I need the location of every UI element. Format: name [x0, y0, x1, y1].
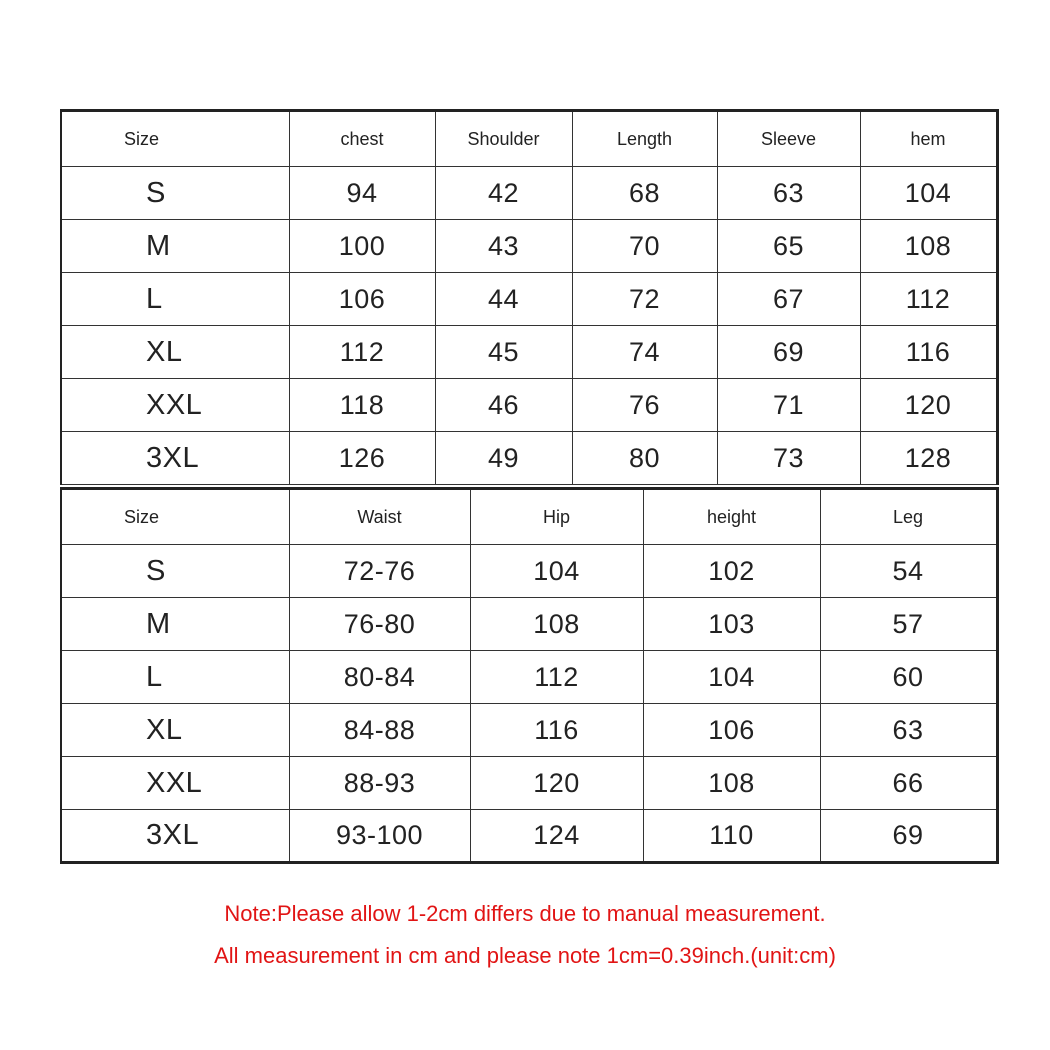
hip-value: 104 — [470, 545, 643, 598]
table-row — [61, 220, 997, 273]
shoulder-value: 49 — [435, 432, 572, 485]
sleeve-value: 69 — [717, 326, 860, 379]
chest-value: 126 — [289, 432, 435, 485]
sleeve-value: 73 — [717, 432, 860, 485]
shoulder-value: 44 — [435, 273, 572, 326]
table-row — [61, 379, 997, 432]
shoulder-value: 43 — [435, 220, 572, 273]
size-label: M — [61, 220, 289, 273]
chest-value: 100 — [289, 220, 435, 273]
height-value: 104 — [643, 651, 820, 704]
waist-value: 93-100 — [289, 810, 470, 863]
header-hem: hem — [860, 111, 997, 167]
hem-value: 120 — [860, 379, 997, 432]
hip-value: 120 — [470, 757, 643, 810]
size-label: L — [61, 651, 289, 704]
chest-value: 118 — [289, 379, 435, 432]
leg-value: 63 — [820, 704, 997, 757]
measurement-note: Note:Please allow 1-2cm differs due to manual measurement. — [224, 901, 826, 926]
waist-value: 84-88 — [289, 704, 470, 757]
sleeve-value: 67 — [717, 273, 860, 326]
table-row — [61, 704, 997, 757]
size-label: XXL — [61, 379, 289, 432]
height-value: 108 — [643, 757, 820, 810]
size-label: S — [61, 167, 289, 220]
chest-value: 106 — [289, 273, 435, 326]
length-value: 76 — [572, 379, 717, 432]
table-row — [61, 326, 997, 379]
height-value: 106 — [643, 704, 820, 757]
table-row — [61, 651, 997, 704]
waist-value: 72-76 — [289, 545, 470, 598]
size-label: M — [61, 598, 289, 651]
table-row — [61, 545, 997, 598]
size-label: L — [61, 273, 289, 326]
size-label: 3XL — [61, 432, 289, 485]
header-size: Size — [61, 489, 289, 545]
header-height: height — [643, 489, 820, 545]
length-value: 68 — [572, 167, 717, 220]
header-shoulder: Shoulder — [435, 111, 572, 167]
header-chest: chest — [289, 111, 435, 167]
length-value: 70 — [572, 220, 717, 273]
size-label: XL — [61, 326, 289, 379]
leg-value: 60 — [820, 651, 997, 704]
shoulder-value: 45 — [435, 326, 572, 379]
table-row — [61, 432, 997, 485]
size-label: XL — [61, 704, 289, 757]
length-value: 74 — [572, 326, 717, 379]
hem-value: 108 — [860, 220, 997, 273]
hip-value: 116 — [470, 704, 643, 757]
waist-value: 76-80 — [289, 598, 470, 651]
table-row — [61, 598, 997, 651]
leg-value: 66 — [820, 757, 997, 810]
height-value: 102 — [643, 545, 820, 598]
chest-value: 112 — [289, 326, 435, 379]
header-hip: Hip — [470, 489, 643, 545]
leg-value: 57 — [820, 598, 997, 651]
size-label: XXL — [61, 757, 289, 810]
hip-value: 108 — [470, 598, 643, 651]
leg-value: 54 — [820, 545, 997, 598]
header-sleeve: Sleeve — [717, 111, 860, 167]
waist-value: 80-84 — [289, 651, 470, 704]
height-value: 110 — [643, 810, 820, 863]
leg-value: 69 — [820, 810, 997, 863]
sleeve-value: 63 — [717, 167, 860, 220]
shoulder-value: 42 — [435, 167, 572, 220]
sleeve-value: 71 — [717, 379, 860, 432]
header-waist: Waist — [289, 489, 470, 545]
size-label: S — [61, 545, 289, 598]
header-leg: Leg — [820, 489, 997, 545]
top-header-row — [61, 111, 997, 167]
table-row — [61, 757, 997, 810]
hem-value: 128 — [860, 432, 997, 485]
bottom-header-row — [61, 489, 997, 545]
table-row — [61, 167, 997, 220]
length-value: 80 — [572, 432, 717, 485]
hem-value: 104 — [860, 167, 997, 220]
top-size-table — [60, 109, 999, 485]
length-value: 72 — [572, 273, 717, 326]
hem-value: 112 — [860, 273, 997, 326]
hip-value: 124 — [470, 810, 643, 863]
table-row — [61, 810, 997, 863]
chest-value: 94 — [289, 167, 435, 220]
height-value: 103 — [643, 598, 820, 651]
shoulder-value: 46 — [435, 379, 572, 432]
unit-note: All measurement in cm and please note 1cm=0.39inch.(unit:cm) — [214, 943, 836, 968]
sleeve-value: 65 — [717, 220, 860, 273]
header-size: Size — [61, 111, 289, 167]
size-label: 3XL — [61, 810, 289, 863]
hem-value: 116 — [860, 326, 997, 379]
table-row — [61, 273, 997, 326]
waist-value: 88-93 — [289, 757, 470, 810]
hip-value: 112 — [470, 651, 643, 704]
header-length: Length — [572, 111, 717, 167]
bottom-size-table — [60, 487, 999, 864]
